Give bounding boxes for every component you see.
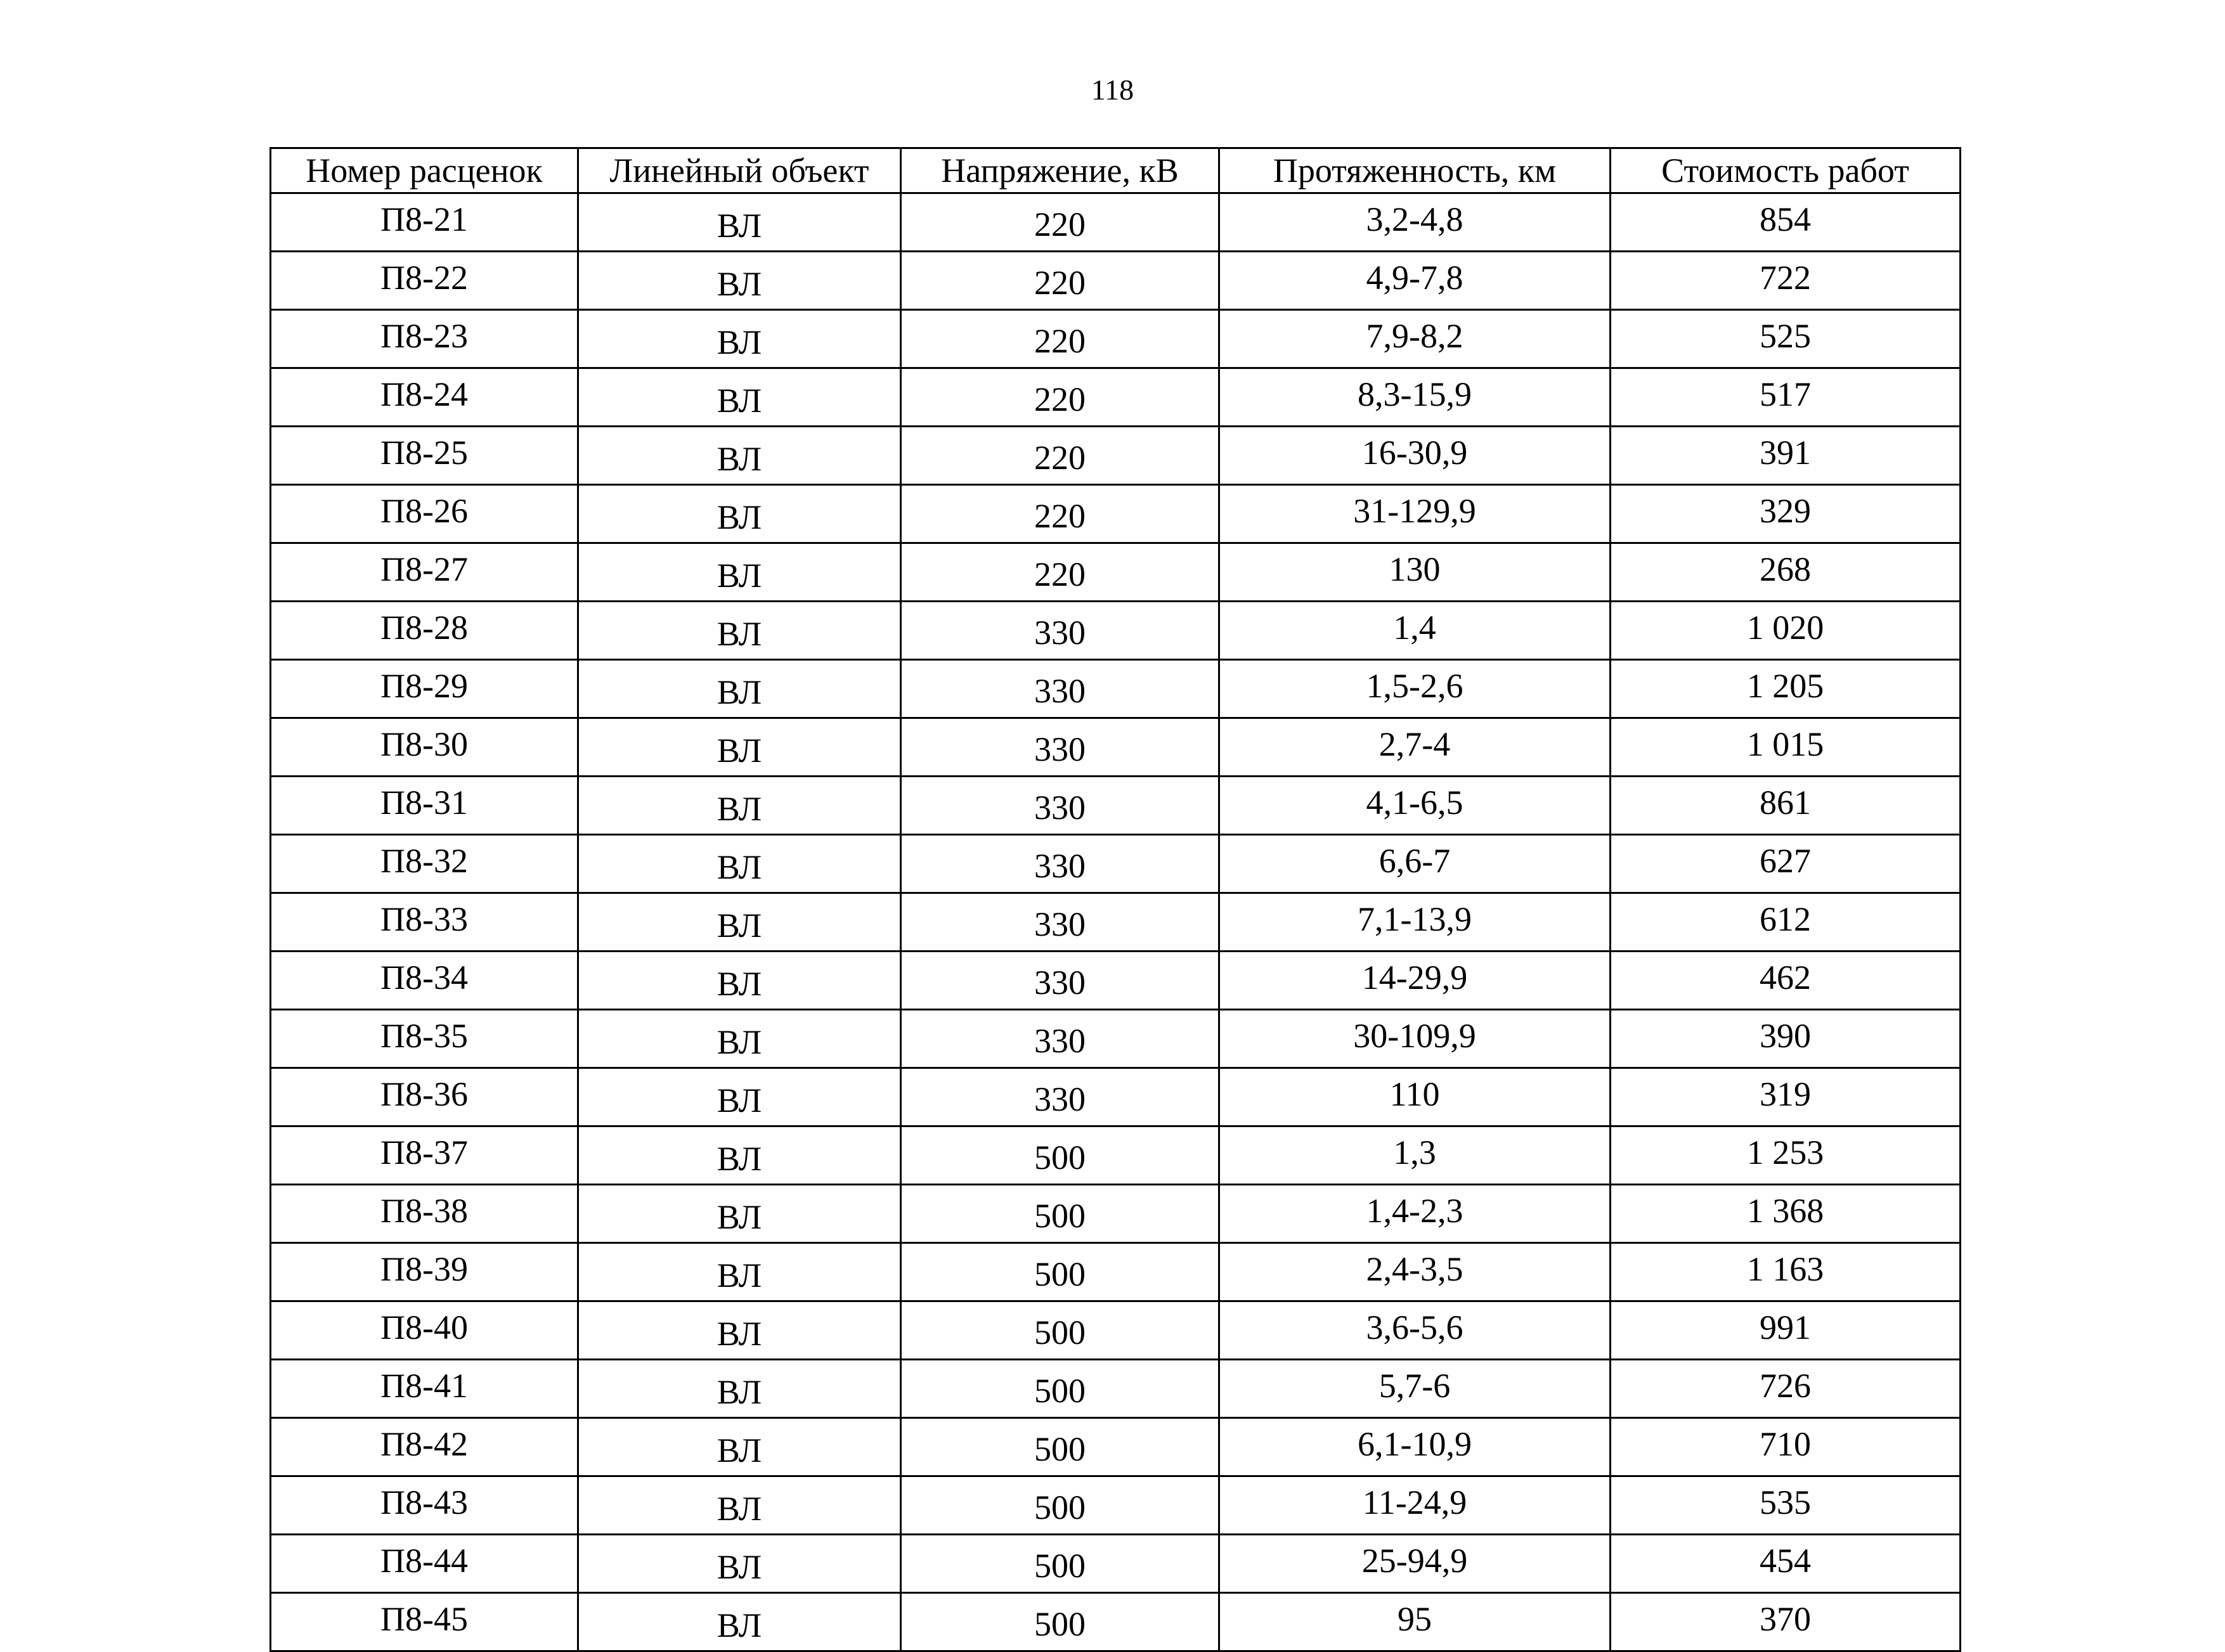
cell-length: 31-129,9: [1219, 485, 1611, 543]
cell-object: ВЛ: [578, 602, 901, 660]
cell-code: П8-31: [271, 777, 578, 835]
table-row: [271, 543, 1961, 602]
cell-code: П8-38: [271, 1185, 578, 1243]
cell-length: 14-29,9: [1219, 952, 1611, 1010]
table-row: [271, 485, 1961, 543]
cell-code: П8-33: [271, 893, 578, 952]
cell-voltage: 500: [901, 1360, 1219, 1418]
cell-cost: 525: [1611, 310, 1961, 368]
cell-length: 2,4-3,5: [1219, 1243, 1611, 1301]
cell-cost: 535: [1611, 1476, 1961, 1535]
cell-voltage: 500: [901, 1418, 1219, 1476]
cell-cost: 268: [1611, 543, 1961, 602]
cell-code: П8-22: [271, 252, 578, 310]
cell-object: ВЛ: [578, 952, 901, 1010]
cell-code: П8-43: [271, 1476, 578, 1535]
cell-cost: 710: [1611, 1418, 1961, 1476]
table-row: [271, 1010, 1961, 1068]
cell-length: 1,3: [1219, 1126, 1611, 1185]
table-row: [271, 252, 1961, 310]
cell-cost: 1 205: [1611, 660, 1961, 718]
cell-length: 7,9-8,2: [1219, 310, 1611, 368]
cell-code: П8-39: [271, 1243, 578, 1301]
table-row: [271, 193, 1961, 252]
cell-length: 1,4-2,3: [1219, 1185, 1611, 1243]
cell-voltage: 500: [901, 1126, 1219, 1185]
cell-code: П8-23: [271, 310, 578, 368]
table-row: [271, 777, 1961, 835]
table-row: [271, 1068, 1961, 1126]
cell-length: 1,5-2,6: [1219, 660, 1611, 718]
cell-object: ВЛ: [578, 1535, 901, 1593]
cell-length: 6,1-10,9: [1219, 1418, 1611, 1476]
cell-cost: 462: [1611, 952, 1961, 1010]
header-object: Линейный объект: [578, 148, 901, 193]
cell-object: ВЛ: [578, 718, 901, 777]
cell-code: П8-29: [271, 660, 578, 718]
cell-voltage: 330: [901, 718, 1219, 777]
table-row: [271, 1185, 1961, 1243]
cell-cost: 391: [1611, 427, 1961, 485]
cell-voltage: 220: [901, 368, 1219, 427]
cell-voltage: 330: [901, 835, 1219, 893]
cell-voltage: 220: [901, 485, 1219, 543]
cell-voltage: 220: [901, 193, 1219, 252]
cell-length: 110: [1219, 1068, 1611, 1126]
table-row: [271, 718, 1961, 777]
cell-length: 16-30,9: [1219, 427, 1611, 485]
cell-code: П8-37: [271, 1126, 578, 1185]
cell-cost: 861: [1611, 777, 1961, 835]
cell-voltage: 330: [901, 1010, 1219, 1068]
cell-object: ВЛ: [578, 1593, 901, 1651]
cell-object: ВЛ: [578, 252, 901, 310]
cell-object: ВЛ: [578, 543, 901, 602]
cell-code: П8-24: [271, 368, 578, 427]
cell-length: 25-94,9: [1219, 1535, 1611, 1593]
cell-voltage: 330: [901, 602, 1219, 660]
cell-code: П8-26: [271, 485, 578, 543]
header-cost: Стоимость работ: [1611, 148, 1961, 193]
cell-cost: 517: [1611, 368, 1961, 427]
cell-object: ВЛ: [578, 427, 901, 485]
cell-code: П8-35: [271, 1010, 578, 1068]
table-row: [271, 1243, 1961, 1301]
cell-cost: 854: [1611, 193, 1961, 252]
cell-voltage: 220: [901, 310, 1219, 368]
cell-length: 3,2-4,8: [1219, 193, 1611, 252]
cell-length: 4,1-6,5: [1219, 777, 1611, 835]
cell-cost: 612: [1611, 893, 1961, 952]
cell-length: 4,9-7,8: [1219, 252, 1611, 310]
cell-code: П8-27: [271, 543, 578, 602]
cell-length: 95: [1219, 1593, 1611, 1651]
cell-object: ВЛ: [578, 1418, 901, 1476]
cell-cost: 1 253: [1611, 1126, 1961, 1185]
cell-object: ВЛ: [578, 1185, 901, 1243]
table-header-row: [271, 148, 1961, 193]
cell-code: П8-25: [271, 427, 578, 485]
cell-cost: 370: [1611, 1593, 1961, 1651]
table-row: [271, 427, 1961, 485]
table-row: [271, 893, 1961, 952]
cell-cost: 1 020: [1611, 602, 1961, 660]
cell-voltage: 500: [901, 1535, 1219, 1593]
cell-code: П8-34: [271, 952, 578, 1010]
cell-code: П8-36: [271, 1068, 578, 1126]
cell-code: П8-44: [271, 1535, 578, 1593]
cell-length: 1,4: [1219, 602, 1611, 660]
cell-object: ВЛ: [578, 1360, 901, 1418]
cell-cost: 627: [1611, 835, 1961, 893]
cell-length: 130: [1219, 543, 1611, 602]
cell-code: П8-21: [271, 193, 578, 252]
cell-length: 30-109,9: [1219, 1010, 1611, 1068]
cell-voltage: 500: [901, 1243, 1219, 1301]
cell-voltage: 330: [901, 660, 1219, 718]
cell-code: П8-28: [271, 602, 578, 660]
cell-cost: 991: [1611, 1301, 1961, 1360]
table-row: [271, 602, 1961, 660]
page-number: 118: [1091, 74, 1134, 106]
cell-length: 5,7-6: [1219, 1360, 1611, 1418]
cell-length: 8,3-15,9: [1219, 368, 1611, 427]
price-table: [269, 147, 1961, 1652]
cell-voltage: 500: [901, 1185, 1219, 1243]
cell-length: 6,6-7: [1219, 835, 1611, 893]
cell-cost: 319: [1611, 1068, 1961, 1126]
cell-voltage: 220: [901, 252, 1219, 310]
header-length: Протяженность, км: [1219, 148, 1611, 193]
cell-voltage: 500: [901, 1476, 1219, 1535]
cell-object: ВЛ: [578, 777, 901, 835]
table-body: [271, 193, 1961, 1651]
cell-code: П8-41: [271, 1360, 578, 1418]
cell-length: 2,7-4: [1219, 718, 1611, 777]
cell-cost: 726: [1611, 1360, 1961, 1418]
cell-cost: 1 368: [1611, 1185, 1961, 1243]
cell-voltage: 330: [901, 1068, 1219, 1126]
cell-object: ВЛ: [578, 1301, 901, 1360]
cell-object: ВЛ: [578, 1476, 901, 1535]
table-row: [271, 1360, 1961, 1418]
cell-object: ВЛ: [578, 1243, 901, 1301]
cell-code: П8-30: [271, 718, 578, 777]
cell-object: ВЛ: [578, 310, 901, 368]
cell-object: ВЛ: [578, 485, 901, 543]
cell-object: ВЛ: [578, 1068, 901, 1126]
cell-code: П8-40: [271, 1301, 578, 1360]
table-row: [271, 1301, 1961, 1360]
cell-cost: 1 015: [1611, 718, 1961, 777]
cell-code: П8-42: [271, 1418, 578, 1476]
cell-cost: 329: [1611, 485, 1961, 543]
cell-voltage: 220: [901, 543, 1219, 602]
cell-code: П8-45: [271, 1593, 578, 1651]
cell-object: ВЛ: [578, 893, 901, 952]
cell-object: ВЛ: [578, 660, 901, 718]
cell-cost: 454: [1611, 1535, 1961, 1593]
table-row: [271, 1535, 1961, 1593]
cell-voltage: 330: [901, 893, 1219, 952]
table-row: [271, 1476, 1961, 1535]
cell-object: ВЛ: [578, 193, 901, 252]
cell-object: ВЛ: [578, 368, 901, 427]
cell-cost: 390: [1611, 1010, 1961, 1068]
table-row: [271, 368, 1961, 427]
cell-object: ВЛ: [578, 1126, 901, 1185]
header-voltage: Напряжение, кВ: [901, 148, 1219, 193]
cell-length: 3,6-5,6: [1219, 1301, 1611, 1360]
cell-voltage: 220: [901, 427, 1219, 485]
table-row: [271, 660, 1961, 718]
cell-length: 11-24,9: [1219, 1476, 1611, 1535]
table-row: [271, 310, 1961, 368]
cell-voltage: 330: [901, 952, 1219, 1010]
cell-voltage: 330: [901, 777, 1219, 835]
cell-voltage: 500: [901, 1301, 1219, 1360]
cell-object: ВЛ: [578, 835, 901, 893]
header-code: Номер расценок: [271, 148, 578, 193]
table-row: [271, 952, 1961, 1010]
cell-voltage: 500: [901, 1593, 1219, 1651]
cell-code: П8-32: [271, 835, 578, 893]
cell-object: ВЛ: [578, 1010, 901, 1068]
table-row: [271, 1418, 1961, 1476]
table-row: [271, 835, 1961, 893]
table-row: [271, 1126, 1961, 1185]
cell-cost: 722: [1611, 252, 1961, 310]
cell-cost: 1 163: [1611, 1243, 1961, 1301]
table-row: [271, 1593, 1961, 1651]
cell-length: 7,1-13,9: [1219, 893, 1611, 952]
